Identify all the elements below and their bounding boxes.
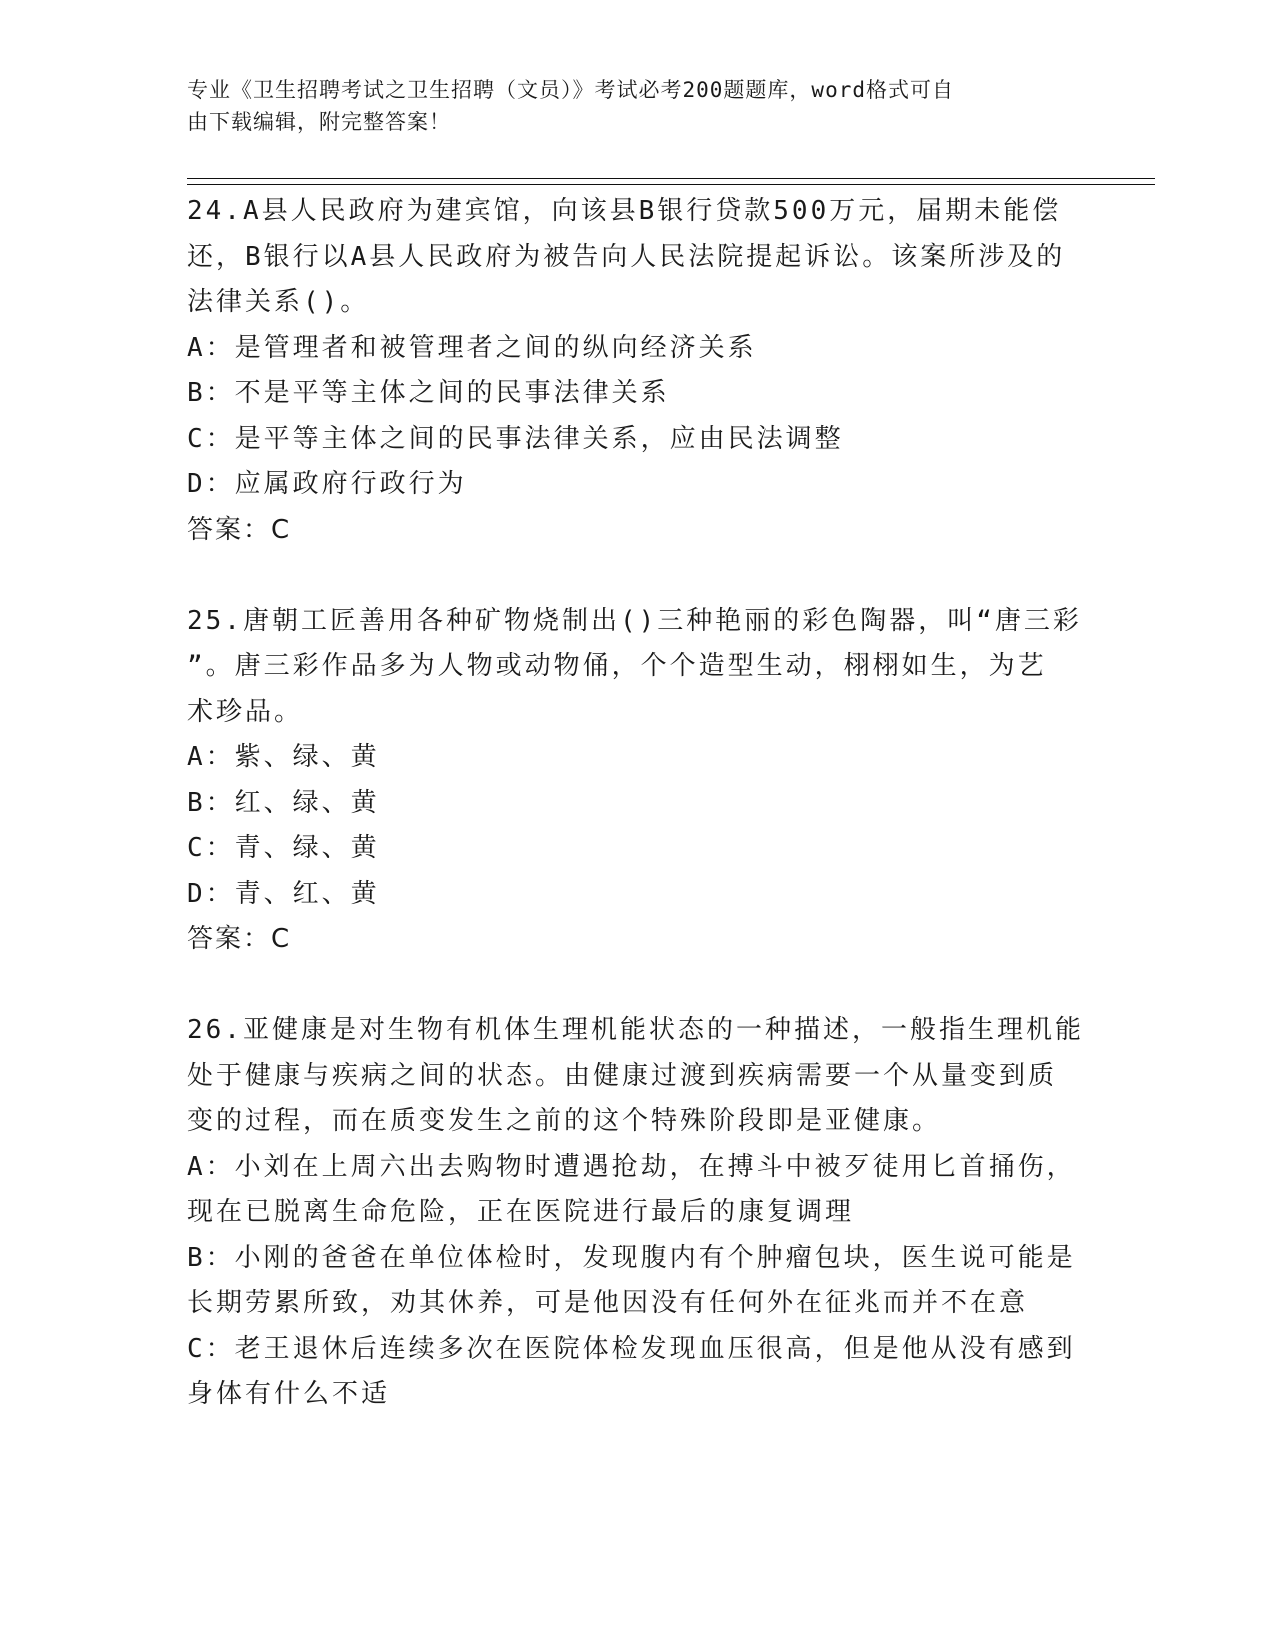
stem-line: 26.亚健康是对生物有机体生理机能状态的一种描述，一般指生理机能 xyxy=(187,1015,1084,1045)
question-stem xyxy=(187,1008,1087,1145)
document-header xyxy=(187,74,1067,138)
option-b: B：红、绿、黄 xyxy=(187,787,380,818)
option-c: C：是平等主体之间的民事法律关系，应由民法调整 xyxy=(187,423,844,454)
option-a: A：紫、绿、黄 xyxy=(187,742,380,772)
stem-line: 24.A县人民政府为建宾馆，向该县B银行贷款500万元，届期未能偿 xyxy=(187,196,1062,226)
stem-line: 法律关系()。 xyxy=(187,287,370,317)
option-a: A：是管理者和被管理者之间的纵向经济关系 xyxy=(187,332,757,363)
spacer xyxy=(187,963,1087,1009)
stem-line: 变的过程，而在质变发生之前的这个特殊阶段即是亚健康。 xyxy=(187,1106,942,1136)
stem-line: 术珍品。 xyxy=(187,696,304,727)
answer-line: 答案：C xyxy=(187,514,292,545)
option-d: D：青、红、黄 xyxy=(187,878,380,909)
answer-line: 答案：C xyxy=(187,924,292,954)
option-line: 现在已脱离生命危险，正在医院进行最后的康复调理 xyxy=(187,1197,855,1227)
stem-line: 处于健康与疾病之间的状态。由健康过渡到疾病需要一个从量变到质 xyxy=(187,1060,1058,1091)
option-line: 长期劳累所致，劝其休养，可是他因没有任何外在征兆而并不在意 xyxy=(187,1288,1029,1318)
header-divider xyxy=(187,184,1155,185)
option-b xyxy=(187,1236,1087,1327)
option-d: D：应属政府行政行为 xyxy=(187,469,467,499)
option-b: B：不是平等主体之间的民事法律关系 xyxy=(187,378,670,408)
stem-line: 25.唐朝工匠善用各种矿物烧制出()三种艳丽的彩色陶器，叫“唐三彩 xyxy=(187,605,1082,636)
option-line: 身体有什么不适 xyxy=(187,1379,391,1409)
option-line: A：小刘在上周六出去购物时遭遇抢劫，在搏斗中被歹徒用匕首捅伤， xyxy=(187,1151,1076,1182)
option-line: C：老王退休后连续多次在医院体检发现血压很高，但是他从没有感到 xyxy=(187,1333,1076,1364)
option-c: C：青、绿、黄 xyxy=(187,833,380,863)
spacer xyxy=(187,553,1087,599)
header-divider xyxy=(187,178,1155,179)
stem-line: 还，B银行以A县人民政府为被告向人民法院提起诉讼。该案所涉及的 xyxy=(187,241,1066,272)
question-25 xyxy=(187,599,1087,963)
question-24 xyxy=(187,189,1087,553)
option-line: B：小刚的爸爸在单位体检时，发现腹内有个肿瘤包块，医生说可能是 xyxy=(187,1242,1076,1273)
question-stem xyxy=(187,189,1087,326)
header-line: 由下载编辑，附完整答案！ xyxy=(187,110,451,134)
stem-line: ”。唐三彩作品多为人物或动物俑，个个造型生动，栩栩如生，为艺 xyxy=(187,651,1047,681)
option-a xyxy=(187,1145,1087,1236)
header-line: 专业《卫生招聘考试之卫生招聘（文员）》考试必考200题题库，word格式可自 xyxy=(187,78,954,102)
question-list xyxy=(187,189,1087,1418)
option-c xyxy=(187,1327,1087,1418)
question-26 xyxy=(187,1008,1087,1418)
question-stem xyxy=(187,599,1087,736)
